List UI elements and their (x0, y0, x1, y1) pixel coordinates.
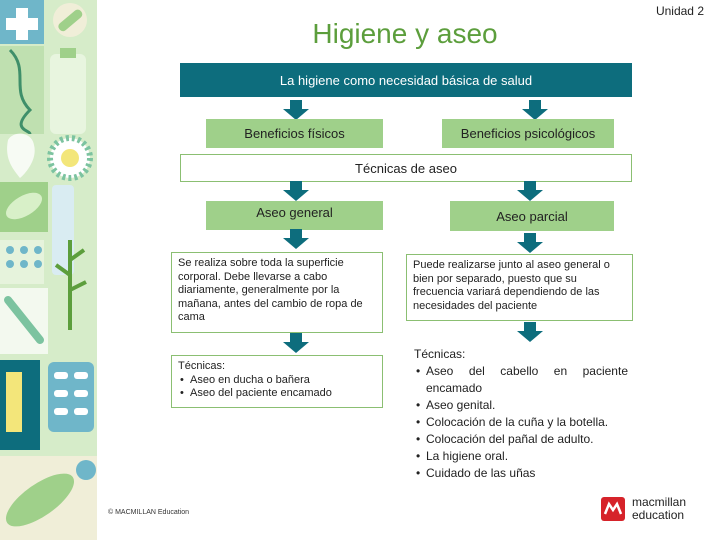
partial-description: Puede realizarse junto al aseo general o bien por separado, puesto que su frecuencia variará dependiendo de las necesidades del paciente (406, 254, 633, 321)
general-cleaning-box: Aseo general (206, 201, 383, 230)
list-item: • Colocación del pañal de adulto. (416, 431, 628, 448)
decorative-sidebar (0, 0, 97, 540)
arrow-down-icon (517, 181, 543, 201)
publisher-logo (600, 494, 710, 524)
arrow-down-icon (517, 322, 543, 342)
physical-benefits-box: Beneficios físicos (206, 119, 383, 148)
list-item-text: Aseo del cabello en paciente encamado (426, 364, 628, 395)
arrow-down-icon (283, 333, 309, 353)
arrow-down-icon (283, 181, 309, 201)
macmillan-logo-icon (600, 496, 626, 522)
medical-pattern-icon (0, 0, 97, 540)
arrow-down-icon (283, 100, 309, 120)
list-item: • La higiene oral. (416, 448, 628, 465)
main-banner: La higiene como necesidad básica de salud (180, 63, 632, 97)
arrow-down-icon (283, 229, 309, 249)
general-techniques-box (171, 355, 383, 408)
list-item: • Aseo genital. (416, 397, 628, 414)
partial-techniques-list (414, 363, 628, 482)
list-item: • Colocación de la cuña y la botella. (416, 414, 628, 431)
logo-line2: education (632, 508, 685, 522)
unit-label: Unidad 2 (655, 4, 704, 18)
arrow-down-icon (517, 233, 543, 253)
page-title: Higiene y aseo (312, 18, 498, 49)
general-techniques-list (178, 374, 376, 401)
partial-cleaning-box: Aseo parcial (450, 201, 614, 231)
list-item: • Aseo en ducha o bañera (180, 374, 376, 388)
list-item: • Cuidado de las uñas (416, 465, 628, 482)
general-techniques-title: Técnicas: (178, 360, 226, 372)
partial-techniques-title: Técnicas: (414, 347, 466, 361)
general-description: Se realiza sobre toda la superficie corporal. Debe llevarse a cabo diariamente, generalmente por la mañana, antes del cambio de ropa de cama (171, 252, 383, 333)
copyright-text: © MACMILLAN Education (108, 509, 190, 516)
partial-techniques-box (414, 346, 628, 482)
list-item: • Aseo del paciente encamado (180, 387, 376, 401)
psychological-benefits-box: Beneficios psicológicos (442, 119, 614, 148)
logo-line1: macmillan (632, 495, 687, 509)
techniques-header: Técnicas de aseo (180, 154, 632, 182)
logo-text (632, 496, 686, 522)
list-item (416, 363, 628, 397)
arrow-down-icon (522, 100, 548, 120)
